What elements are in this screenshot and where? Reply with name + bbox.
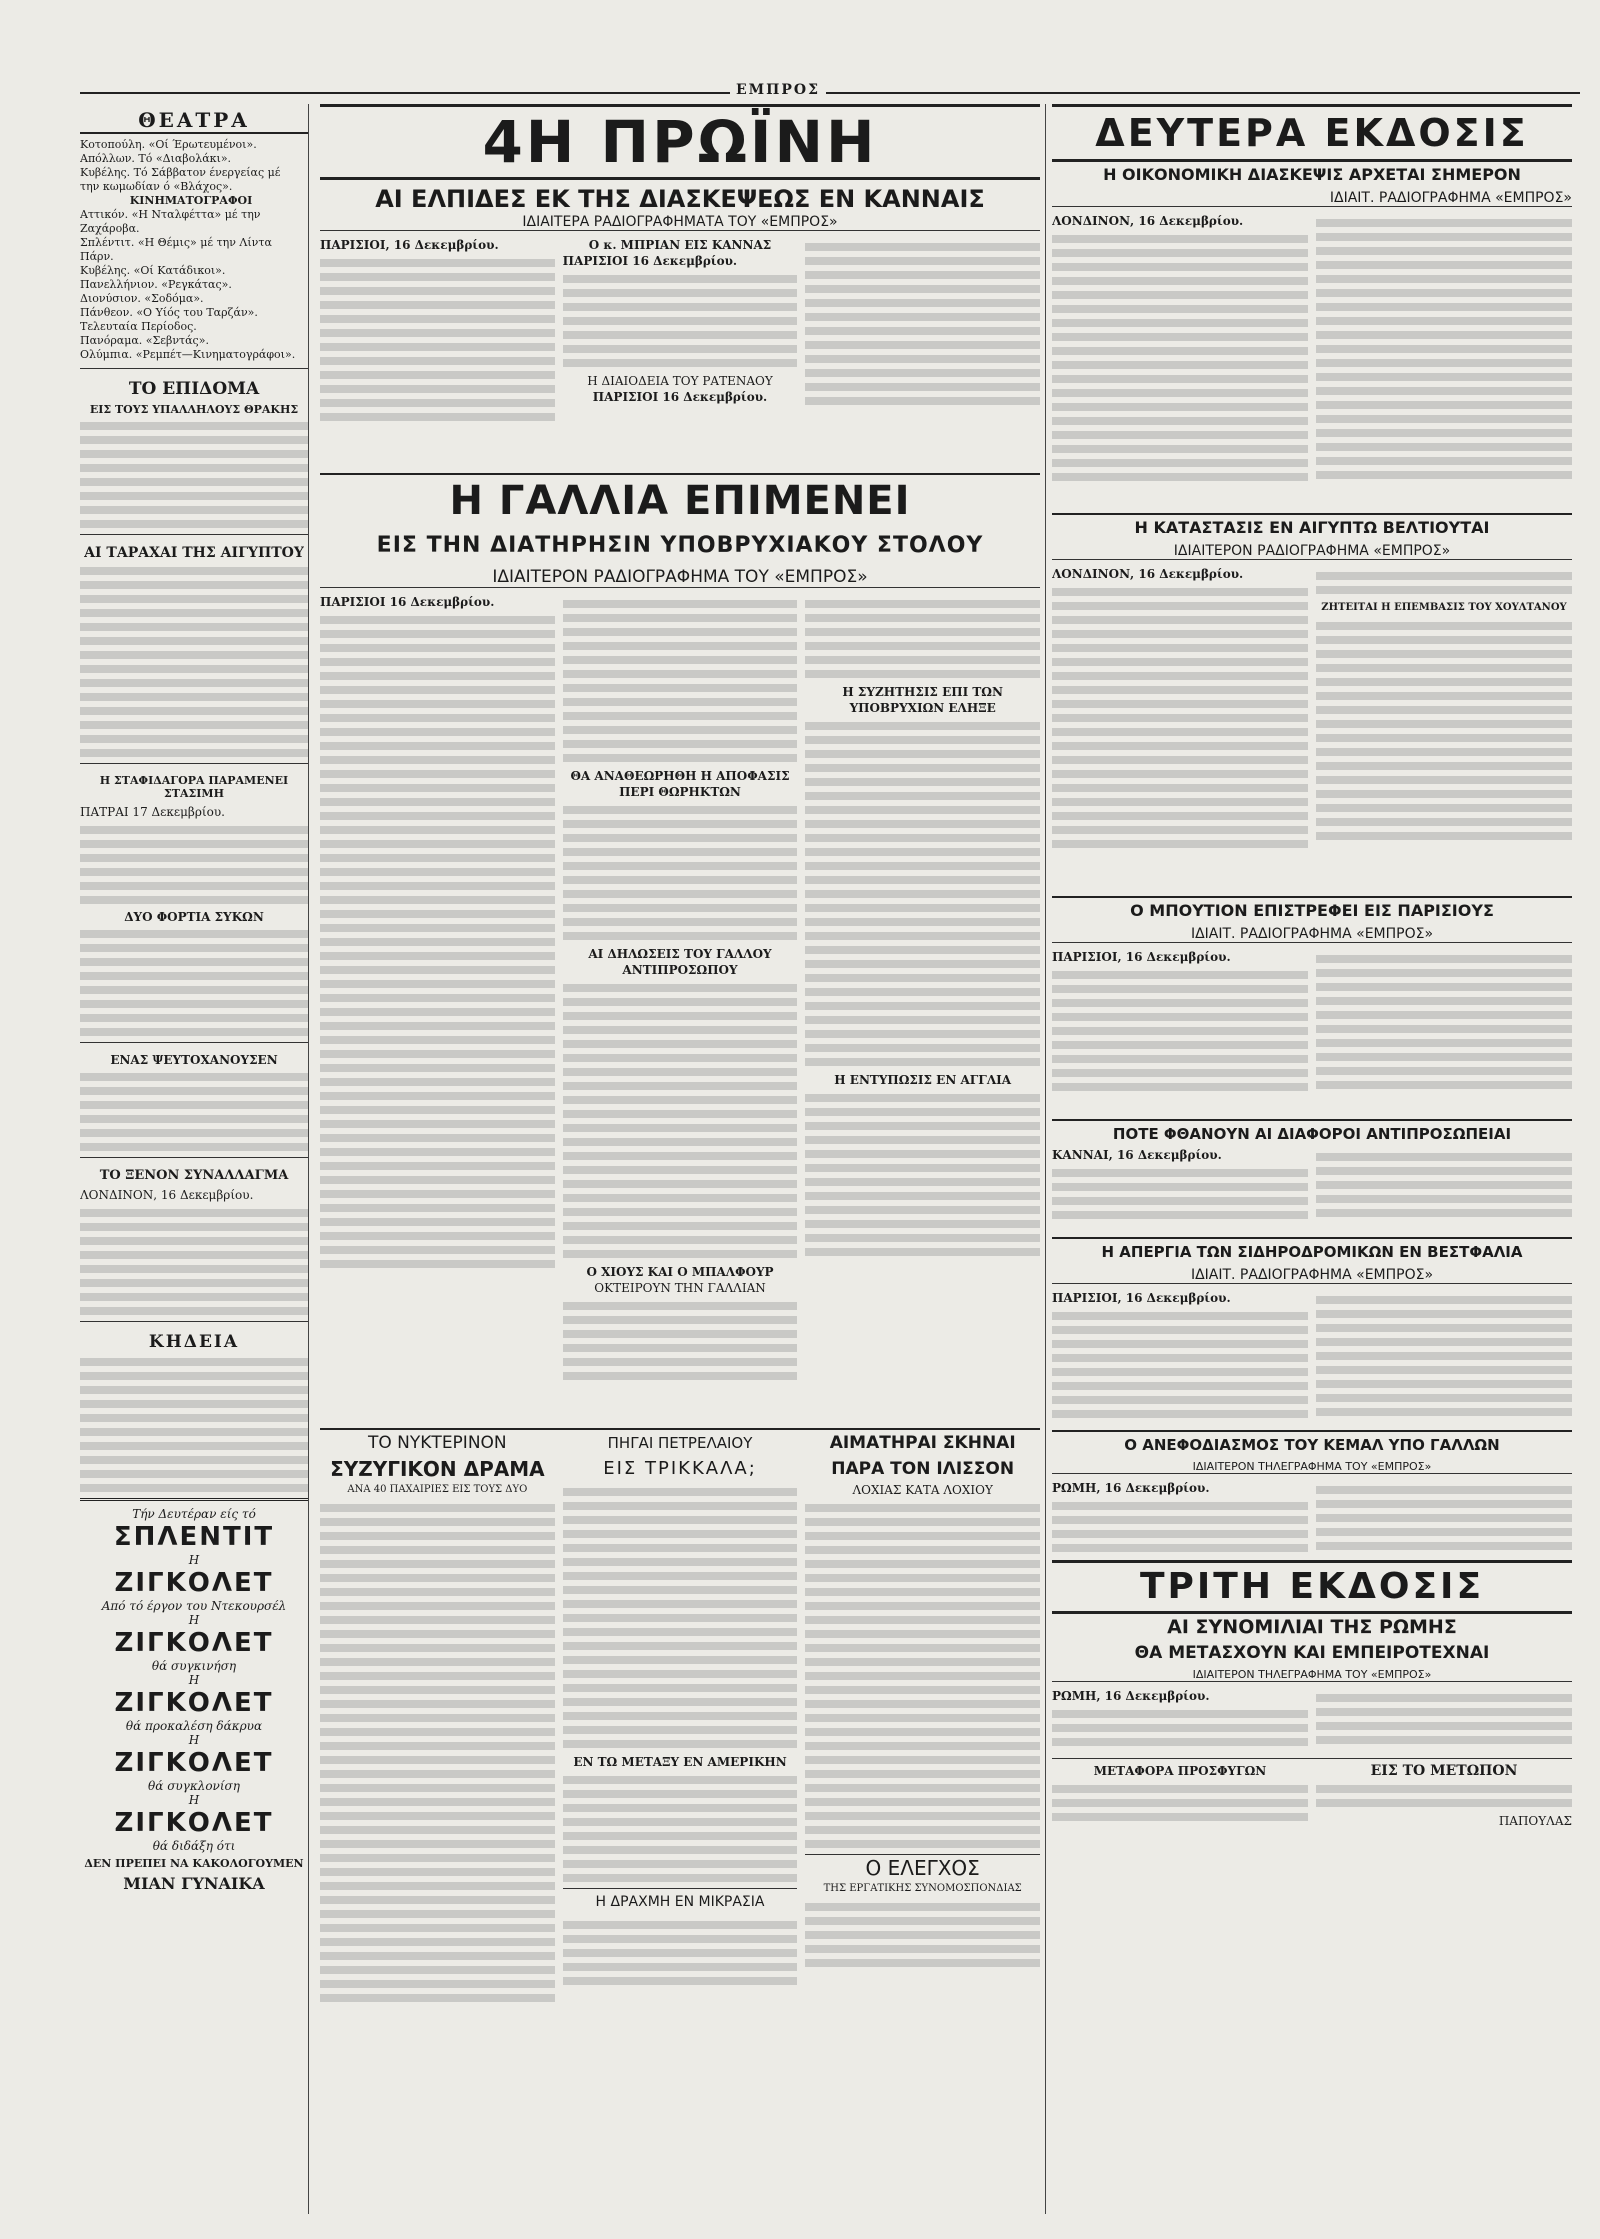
romi-title: ΑΙ ΣΥΝΟΜΙΛΙΑΙ ΤΗΣ ΡΩΜΗΣ [1167,1616,1457,1638]
taraxai-title: ΑΙ ΤΑΡΑΧΑΙ ΤΗΣ ΑΙΓΥΠΤΟΥ [84,545,304,561]
dyo-title: ΔΥΟ ΦΟΡΤΙΑ ΣΥΚΩΝ [124,910,264,924]
ad-zigolet: ΖΙΓΚΟΛΕΤ [114,1808,274,1838]
metafora-title: ΜΕΤΑΦΟΡΑ ΠΡΟΣΦΥΓΩΝ [1093,1764,1267,1778]
article-body [563,1302,798,1380]
subhead-a: ΑΙ ΔΗΛΩΣΕΙΣ ΤΟΥ ΓΑΛΛΟΥ ΑΝΤΙΠΡΟΣΩΠΟΥ [588,947,772,977]
epidoma-subtitle: ΕΙΣ ΤΟΥΣ ΥΠΑΛΛΗΛΟΥΣ ΘΡΑΚΗΣ [89,403,299,416]
subhead-d: Ο ΧΙΟΥΣ ΚΑΙ Ο ΜΠΑΛΦΟΥΡ [586,1265,774,1279]
article-body [805,1903,1040,1967]
top-article-subtitle: ΙΔΙΑΙΤΕΡΑ ΡΑΔΙΟΓΡΑΦΗΜΑΤΑ ΤΟΥ «ΕΜΠΡΟΣ» [320,214,1040,231]
theatres-title: ΘΕΑΤΡΑ [80,108,308,134]
article-body [1052,1502,1308,1552]
list-item: Αττικόν. «Η Νταλφέττα» μέ την Ζαχάροβα. [80,208,261,235]
epidoma-title: ΤΟ ΕΠΙΔΟΜΑ [128,379,260,399]
article-body [320,259,555,421]
bottom-articles [320,1430,1040,2080]
list-item: Κυβέλης. Τό Σάββατον ένεργείας μέ την κωμωδίαν ό «Βλάχος». [80,166,281,193]
second-edition-title: ΔΕΥΤΕΡΑ ΕΚΔΟΣΙΣ [1052,104,1572,162]
ad-line: θά προκαλέση δάκρυα [125,1719,263,1733]
drachmi-title: Η ΔΡΑΧΜΗ ΕΝ ΜΙΚΡΑΣΙΑ [563,1888,798,1915]
pseud-title: ΕΝΑΣ ΨΕΥΤΟΧΑΝΟΥΣΕΝ [110,1053,278,1067]
rateno-subtitle: Η ΔΙΑΙΟΔΕΙΑ ΤΟΥ ΡΑΤΕΝΑΟΥ [587,374,773,388]
article-body [320,1504,555,2002]
article-body [80,567,308,757]
briand-subtitle: Ο κ. ΜΠΡΙΑΝ ΕΙΣ ΚΑΝΝΑΣ [588,238,772,252]
ad-h: Η [188,1733,200,1747]
gallia-columns [320,594,1040,1424]
gallia-title-2: ΕΙΣ ΤΗΝ ΔΙΑΤΗΡΗΣΙΝ ΥΠΟΒΡΥΧΙΑΚΟΥ ΣΤΟΛΟΥ [376,533,984,558]
pote-title: ΠΟΤΕ ΦΘΑΝΟΥΝ ΑΙ ΔΙΑΦΟΡΟΙ ΑΝΤΙΠΡΟΣΩΠΕΙΑΙ [1052,1119,1572,1147]
article-body [1316,1694,1572,1744]
article-body [1316,622,1572,840]
theatres-list [80,138,308,362]
aig-columns [1052,566,1572,896]
aimat-subtitle: ΛΟΧΙΑΣ ΚΑΤΑ ΛΟΧΙΟΥ [852,1483,993,1497]
ad-zigolet: ΖΙΓΚΟΛΕΤ [114,1628,274,1658]
third-edition-title: ΤΡΙΤΗ ΕΚΔΟΣΙΣ [1052,1560,1572,1614]
article-body [80,930,308,1036]
article-body [563,806,798,940]
list-item: Κυβέλης. «Οί Κατάδικοι». [80,264,226,277]
top-article-title: ΑΙ ΕΛΠΙΔΕΣ ΕΚ ΤΗΣ ΔΙΑΣΚΕΨΕΩΣ ΕΝ ΚΑΝΝΑΙΣ [375,185,985,213]
moustou-subtitle: ΙΔΙΑΙΤ. ΡΑΔΙΟΓΡΑΦΗΜΑ «ΕΜΠΡΟΣ» [1052,926,1572,943]
dateline: ΛΟΝΔΙΝΟΝ, 16 Δεκεμβρίου. [1052,214,1244,228]
kemal-subtitle: ΙΔΙΑΙΤΕΡΟΝ ΤΗΛΕΓΡΑΦΗΜΑ ΤΟΥ «ΕΜΠΡΟΣ» [1052,1460,1572,1474]
article-body [1316,572,1572,594]
article-body [1052,1169,1308,1219]
article-body [805,722,1040,1066]
column-divider [1045,104,1046,2214]
nykt-title-2: ΣΥΖΥΓΙΚΟΝ ΔΡΑΜΑ [330,1457,545,1481]
article-body [563,984,798,1258]
zigolet-ad [80,1498,308,1893]
article-body [1052,1785,1308,1821]
ad-h: Η [188,1673,200,1687]
list-item: Πανόραμα. «Σεβντάς». [80,334,209,347]
moustou-columns [1052,949,1572,1119]
kemal-columns [1052,1480,1572,1560]
aig-subtitle: ΙΔΙΑΙΤΕΡΟΝ ΡΑΔΙΟΓΡΑΦΗΜΑ «ΕΜΠΡΟΣ» [1052,543,1572,560]
aig-title: Η ΚΑΤΑΣΤΑΣΙΣ ΕΝ ΑΙΓΥΠΤΩ ΒΕΛΤΙΟΥΤΑΙ [1052,513,1572,541]
dateline: ΠΑΡΙΣΙΟΙ 16 Δεκεμβρίου. [592,390,768,404]
subhead-c: Η ΕΝΤΥΠΩΣΙΣ ΕΝ ΑΓΓΛΙΑ [834,1073,1012,1087]
article-body [80,422,308,528]
ad-zigolet: ΖΙΓΚΟΛΕΤ [114,1688,274,1718]
ad-splendid: ΣΠΛΕΝΤΙΤ [113,1522,275,1552]
dateline: ΛΟΝΔΙΝΟΝ, 16 Δεκεμβρίου. [80,1188,254,1202]
list-item: Διονύσιον. «Σοδόμα». [80,292,204,305]
elegxos-title: Ο ΕΛΕΓΧΟΣ [805,1854,1040,1881]
dateline: ΚΑΝΝΑΙ, 16 Δεκεμβρίου. [1052,1148,1222,1162]
article-body [1316,1486,1572,1550]
stafida-title: Η ΣΤΑΦΙΔΑΓΟΡΑ ΠΑΡΑΜΕΝΕΙ ΣΤΑΣΙΜΗ [99,774,289,800]
dateline: ΠΑΡΙΣΙΟΙ 16 Δεκεμβρίου. [320,595,495,609]
main-section [320,104,1040,2080]
article-body [80,1073,308,1151]
dateline: ΠΑΡΙΣΙΟΙ, 16 Δεκεμβρίου. [1052,950,1231,964]
article-body [320,616,555,1268]
ad-footer-1: ΔΕΝ ΠΡΕΠΕΙ ΝΑ ΚΑΚΟΛΟΓΟΥΜΕΝ [84,1857,304,1870]
article-body [1052,235,1308,481]
article-body [563,1488,798,1748]
oik-title: Η ΟΙΚΟΝΟΜΙΚΗ ΔΙΑΣΚΕΨΙΣ ΑΡΧΕΤΑΙ ΣΗΜΕΡΟΝ [1103,165,1521,184]
article-body [80,826,308,904]
dateline: ΡΩΜΗ, 16 Δεκεμβρίου. [1052,1481,1210,1495]
masthead-rule [80,82,1580,98]
list-item: Σπλέντιτ. «Η Θέμις» μέ την Λίντα Πάρν. [80,236,272,263]
right-section [1052,104,1572,2214]
article-body [805,600,1040,678]
article-body [563,600,798,762]
metopon-title: ΕΙΣ ΤΟ ΜΕΤΩΠΟΝ [1370,1763,1518,1779]
oik-subtitle: ΙΔΙΑΙΤ. ΡΑΔΙΟΓΡΑΦΗΜΑ «ΕΜΠΡΟΣ» [1052,190,1572,207]
list-item: Πάνθεον. «Ο Υίός του Ταρζάν». Τελευταία Περίοδος. [80,306,258,333]
apergia-title: Η ΑΠΕΡΓΙΑ ΤΩΝ ΣΙΔΗΡΟΔΡΟΜΙΚΩΝ ΕΝ ΒΕΣΤΦΑΛΙΑ [1052,1237,1572,1265]
article-body [1316,1785,1572,1807]
article-body [1052,1312,1308,1418]
article-body [1052,1710,1308,1746]
edition-title: 4Η ΠΡΩΪΝΗ [320,104,1040,180]
apergia-columns [1052,1290,1572,1430]
apergia-subtitle: ΙΔΙΑΙΤ. ΡΑΔΙΟΓΡΑΦΗΜΑ «ΕΜΠΡΟΣ» [1052,1267,1572,1284]
ad-line: θά συγκλονίση [148,1779,240,1793]
signature: ΠΑΠΟΥΛΑΣ [1498,1814,1572,1828]
ad-zigolet: ΖΙΓΚΟΛΕΤ [114,1568,274,1598]
dateline: ΠΑΡΙΣΙΟΙ 16 Δεκεμβρίου. [562,254,738,268]
romi-columns [1052,1688,1572,1758]
final-columns [1052,1758,1572,1829]
romi-subtitle: ΙΔΙΑΙΤΕΡΟΝ ΤΗΛΕΓΡΑΦΗΜΑ ΤΟΥ «ΕΜΠΡΟΣ» [1052,1668,1572,1682]
aig-side-subtitle: ΖΗΤΕΙΤΑΙ Η ΕΠΕΜΒΑΣΙΣ ΤΟΥ ΧΟΥΛΤΑΝΟΥ [1321,602,1567,613]
article-body [1316,1153,1572,1217]
list-item: ΚΙΝΗΜΑΤΟΓΡΑΦΟΙ [129,194,253,207]
dateline: ΠΑΤΡΑΙ 17 Δεκεμβρίου. [80,805,225,819]
article-body [1052,588,1308,848]
pote-columns [1052,1147,1572,1237]
kideia-title: ΚΗΔΕΙΑ [148,1332,240,1352]
article-body [1052,971,1308,1091]
article-body [80,1358,308,1492]
nykt-title: ΤΟ ΝΥΚΤΕΡΙΝΟΝ [368,1433,507,1453]
subhead-e: ΟΚΤΕΙΡΟΥΝ ΤΗΝ ΓΑΛΛΙΑΝ [594,1281,766,1295]
ad-h: Η [188,1553,200,1567]
article-body [80,1209,308,1315]
oik-columns [1052,213,1572,513]
moustou-title: Ο ΜΠΟΥΤΙΟΝ ΕΠΙΣΤΡΕΦΕΙ ΕΙΣ ΠΑΡΙΣΙΟΥΣ [1052,896,1572,924]
aimat-title-2: ΠΑΡΑ ΤΟΝ ΙΛΙΣΣΟΝ [831,1459,1015,1479]
dateline: ΠΑΡΙΣΙΟΙ, 16 Δεκεμβρίου. [1052,1291,1231,1305]
nykt-subtitle: ΑΝΑ 40 ΠΑΧΑΙΡΙΕΣ ΕΙΣ ΤΟΥΣ ΔΥΟ [347,1484,528,1495]
dateline: ΠΑΡΙΣΙΟΙ, 16 Δεκεμβρίου. [320,238,499,252]
article-body [563,1921,798,1985]
ad-line: θά συγκινήση [151,1659,237,1673]
ad-line: Τήν Δευτέραν είς τό [132,1507,256,1521]
gallia-title: Η ΓΑΛΛΙΑ ΕΠΙΜΕΝΕΙ [449,478,911,524]
ad-h: Η [188,1613,200,1627]
dateline: ΡΩΜΗ, 16 Δεκεμβρίου. [1052,1689,1210,1703]
dateline: ΛΟΝΔΙΝΟΝ, 16 Δεκεμβρίου. [1052,567,1244,581]
aimat-title: ΑΙΜΑΤΗΡΑΙ ΣΚΗΝΑΙ [829,1433,1016,1453]
top-article-columns [320,237,1040,467]
ad-line: θά διδάξη ότι [152,1839,236,1853]
list-item: Κοτοπούλη. «Οί Έρωτευμένοι». [80,138,257,151]
article-body [563,1776,798,1882]
pigai-title: ΠΗΓΑΙ ΠΕΤΡΕΛΑΙΟΥ [607,1434,753,1452]
elegxos-subtitle: ΤΗΣ ΕΡΓΑΤΙΚΗΣ ΣΥΝΟΜΟΣΠΟΝΔΙΑΣ [823,1883,1022,1894]
article-body [1316,955,1572,1089]
ad-zigolet: ΖΙΓΚΟΛΕΤ [114,1748,274,1778]
subhead-b: Η ΣΥΖΗΤΗΣΙΣ ΕΠΙ ΤΩΝ ΥΠΟΒΡΥΧΙΩΝ ΕΛΗΞΕ [842,685,1003,715]
romi-title-2: ΘΑ ΜΕΤΑΣΧΟΥΝ ΚΑΙ ΕΜΠΕΙΡΟΤΕΧΝΑΙ [1134,1643,1490,1663]
gallia-subtitle: ΙΔΙΑΙΤΕΡΟΝ ΡΑΔΙΟΓΡΑΦΗΜΑ ΤΟΥ «ΕΜΠΡΟΣ» [320,567,1040,588]
article-body [805,1094,1040,1256]
article-body [1316,219,1572,479]
list-item: Ολύμπια. «Ρεμπέτ—Κινηματογράφοι». [80,348,296,361]
article-body [1316,1296,1572,1416]
ad-from: Από τό έργον του Ντεκουρσέλ [101,1599,287,1613]
article-body [805,243,1040,405]
pigai-subtitle: ΕΝ ΤΩ ΜΕΤΑΞΥ ΕΝ ΑΜΕΡΙΚΗΝ [573,1755,787,1769]
ad-footer-2: ΜΙΑΝ ΓΥΝΑΙΚΑ [123,1874,265,1893]
kemal-title: Ο ΑΝΕΦΟΔΙΑΣΜΟΣ ΤΟΥ ΚΕΜΑΛ ΥΠΟ ΓΑΛΛΩΝ [1052,1430,1572,1458]
pigai-title-2: ΕΙΣ ΤΡΙΚΚΑΛΑ; [603,1458,757,1479]
list-item: Απόλλων. Τό «Διαβολάκι». [80,152,232,165]
ad-h: Η [188,1793,200,1807]
xeno-title: ΤΟ ΞΕΝΟΝ ΣΥΝΑΛΛΑΓΜΑ [99,1168,289,1183]
article-body [805,1504,1040,1848]
list-item: Πανελλήνιον. «Ρεγκάτας». [80,278,232,291]
subhead-f: ΘΑ ΑΝΑΘΕΩΡΗΘΗ Η ΑΠΟΦΑΣΙΣ ΠΕΡΙ ΘΩΡΗΚΤΩΝ [570,769,790,799]
paper-name: ΕΜΠΡΟΣ [730,82,826,98]
article-body [563,275,798,367]
left-column [80,104,309,2214]
